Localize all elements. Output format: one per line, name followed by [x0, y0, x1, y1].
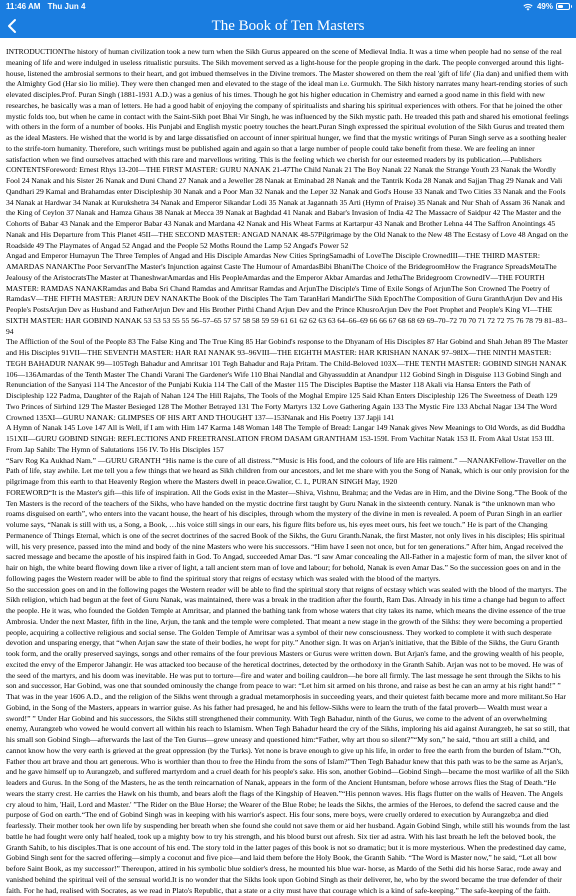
contents-continued-paragraph: Angad and Emperor Humayun The Three Temples of Angad and His Disciple Amardas New Cities SpringSamadhi of LoveThe Disciple CrownedIII—THE THIRD MASTER: AMARDAS NANAKThe Poor ServantThe Master's Injunction against Caste The Humour of AmardasBibi BhaniThe Choice of the BridegroomHow the Fragrance SpreadsMetaThe Jealousy of the AristocratsThe Master at ThaneshwarAmardas and His PeopleAmardas and the Emperor Akbar Amardas and JethaThe Bridegroom CrownedIV—THE FOURTH MASTER: RAMDAS NANAKRamdas and Baba Sri Chand Ramdas and Amritsar Ramdas and ArjunThe Disciple's Time of Exile Songs of ArjunThe Son Crowned The Poetry of RamdasV—THE FIFTH MASTER: ARJUN DEV NANAKThe Book of the Disciples The Tarn TaranHari MandirThe Sikh EpochThe Composition of Guru GranthArjun Dev and His People's PostsArjun Dev as Husband and FatherArjun Dev and His Brother Pirthi Chand Arjun Dev and the Prince KhusroArjun Dev the Poet Prophet and People's King VI—THE SIXTH MASTER: HAR GOBIND NANAK 53 53 53 55 55 56–57–65 57 57 58 58 59 59 61 61 62 62 63 63 64–66–69 66 66 67 68 68 69 69–70–72 70 70 71 72 72 75 76 78 79 81–83–94: [6, 251, 570, 337]
epigraph-paragraph: “Sarv Rog Ka Aukhad Nam.” —GURU GRANTH “His name is the cure of all distress.”“Music is His food, and the colours of life are His raiment.” —NANAKFellow-Traveller on the Path of life, stay awhile. Let me tell you a few things that we heard as Sikh children from our ancestors, and let me share with you the Song of Nanak, which is our only provision for the pilgrimage from this earth to that Heavenly Region where the Masters dwell in peace.Gwalior, C. I., PURAN SINGH May, 1920: [6, 456, 570, 488]
contents-sixth-to-tenth-paragraph: The Affliction of the Soul of the People 83 The False King and The True King 85 Har Gobind's response to the Dhyanam of His Disciples 87 Har Gobind and Shah Jehan 89 The Master and His Disciples 91VII—THE SEVENTH MASTER: HAR RAI NANAK 93–96VIII—THE EIGHTH MASTER: HAR KRISHAN NANAK 97–98IX—THE NINTH MASTER: TEGH BAHADUR NANAK 99—105Tegh Bahadur and Amritsar 101 Tegh Bahadur and Raja Pritam. The Child-Beloved 103X—THE TENTH MASTER: GOBIND SINGH NANAK 106—136Amardas of the Tenth Master The Chandi Varani The Gardener's Wife 110 Bhai Nandlal and Ghyassuddin at Anandpur 112 Gobind Singh in Disguise 113 Gobind Singh and Renunciation of the Sanyasi 114 The Ancestor of the Punjabi Kukia 114 The Call of the Master 115 The Disciples Baptise the Master 118 Akali via Hansa Enters the Path of Discipleship 122 Padma, Daughter of the Rajah of Nahan 124 The Hill Rajahs, The Tools of the Moghal Empire 125 Said Khan Enters Discipleship 126 The Sweetness of Death 129 Two Princes of Sirhind 129 The Master Besieged 128 The Mother Betrayed 131 The Forty Martyrs 132 Love Gathering Again 133 The Mystic Fire 133 Abchal Nagar 134 The Word Crowned 135XI—GURU NANAK: GLIMPSES OF HIS ART AND THOUGHT 137—153Nanak and His Poetry 137 Japji 141: [6, 337, 570, 423]
clock-time: 11:46 AM: [6, 2, 40, 11]
battery-level-fill: [558, 5, 563, 8]
page-title: The Book of Ten Masters: [0, 17, 576, 35]
battery-icon: [556, 3, 570, 10]
battery-percentage: 49%: [537, 2, 553, 11]
book-text-area[interactable]: [6, 47, 570, 763]
contents-hymns-paragraph: A Hymn of Nanak 145 Love 147 All is Well, if I am with Him 147 Karma 148 Woman 148 The Temple of Bread: Langar 149 Nanak gives New Meanings to Old Words, as did Buddha 151XII—GURU GOBIND SINGH: REFLECTIONS AND FREETRANSLATION FROM DASAM GRANTHAM 153-159I. From Vachitar Natak 153 II. From Akal Ustat 153 III. From Jap Sahib: The Hymn of Salutations 156 IV. To His Disciples 157: [6, 423, 570, 455]
status-bar: [0, 0, 576, 14]
introduction-paragraph: INTRODUCTIONThe history of human civilization took a new turn when the Sikh Gurus appeared on the scene of Medieval India. It was a time when people had no sense of the real meaning of life and were indulged in useless ritualistic pursuits. The Sikh movement served as a light-house for the people groping in the dark. The people converged around this light-house, listened the ambrosial sermons to their heart, and got imbued themselves in the Divine tremors. The Master showered on them the real 'gift of life' (Jia dan) and unified them with the Almighty God (Har sio lio milie). They were then changed men and elevated to the stage of the ideal man i.e. Gurmukh. The Sikh history narrates many heart-rending stories of such elevated disciples.Prof. Puran Singh (1881-1931 A.D.) was a genius of his times. Though he got his higher education in Chemistry and earned a good name in this field with new researches, he basically was a man of letters. He had a good habit of enjoying the company of spiritualists and sharing his spiritual experiences with others. For that he joined the other mystic folds too, but when he came in contact with the Saint-Sikh poet Bhai Vir Singh, he was influenced by the Sikh mystic path. He treaded this path and shared his emotional feelings with others in the form of a number of books. His Punjabi and English mystic poetry touches the heart.Puran Singh expressed the spiritual evolution of the Sikh Gurus and treated them as the ideal Masters. He wished that the world is by and large dissatisfied on account of inner spiritual hunger, we find that the mystic writings of Puran Singh serve as a soothing healer to the strife-torn humanity. Therefore, such writings must be published again and again so that a large number of people could take benefit from these. We are feeling an inner satisfaction when we find ourselves attached with this rare and marvellous writing. This is the feeling which we cherish for our esteemed readers by its publication.—Publishers: [6, 47, 570, 165]
navigation-bar: [0, 14, 576, 38]
wifi-icon: [523, 3, 533, 11]
foreword-paragraph: FOREWORD“It is the Master's gift—this life of inspiration. All the Gods exist in the Master—Shiva, Vishnu, Brahma; and the Vedas are in Him, and the Divine Song.”The Book of the Ten Masters is the record of the teachers of the Sikhs, who have handed on the mystic doctrine first taught by Guru Nanak in the sixteenth century. Nanak is “the unknown man who roams disguised on earth”, who enters into the vacant house, the heart of his disciples, through whom the mystery of the divine in men is revealed. A poem of Puran Singh in an earlier volume says, “Nanak is still with us, a Song, a Book, …his voice still sings in our ears, his figure flits before us, his eyes meet ours, his feet we touch.” He is part of the Changing Permanence of Things Eternal, which is one of the secret doctrines of the sacred Book of the Sikhs, the Guru Granth.Nanak, the first Master, not only lives in his disciples; His spiritual will, his very presence, passed into the mind and body of the nine Masters who were his successors. “Him have I seen not once, but for ten generations.” After him, Angad received the sacred message and became the apostle of his inspired faith in God. To Angad, succeeded Amar Das. “I saw Amar concealing the All-Father in a majestic form of man, the silver knot of hair on high, the white beard flowing down like a river of light, a tall ancient stern man of love and labour; for behold, Nanak is even Amar Das.” So the succession goes on and in the following pages the Western reader will be able to find the spiritual story that reigns of ecstasy which was sealed with the blood of the martyrs.: [6, 488, 570, 585]
status-left: [6, 2, 90, 11]
clock-date: Thu Jun 4: [48, 2, 86, 11]
status-right: [523, 2, 570, 11]
contents-paragraph: CONTENTSForeword: Ernest Rhys 13-20I—THE FIRST MASTER: GURU NANAK 21-47The Child Nanak 21 The Boy Nanak 22 Nanak the Strange Youth 23 Nanak the Wordly Fool 24 Nanak and his Sister 26 Nanak and Duni Chand 27 Nanak and a Jeweller 28 Nanak at Eminabad 28 Nanak and the Tantrik Koda 28 Nanak and Sajjan Thag 29 Nanak and Vali Qandhari 29 Kamal and Brahamdas enter Discipleship 30 Nanak and a Poor Man 32 Nanak and the Leper 32 Nanak and God's House 33 Nanak and Two Cities 33 Nanak and the Fools 34 Nanak at Hardwar 34 Nanak at Kurukshetra 34 Nanak and Emperor Sikandar Lodi 35 Nanak at Jagannath 35 Arti (Hymn of Praise) 35 Nanak and Nur Shah of Assam 36 Nanak and the King of Ceylon 37 Nanak and Hamza Ghaus 38 Nanak at Mecca 39 Nanak at Baghdad 41 Nanak and Babar's Invasion of India 42 The Massacre of Saidpur 42 The Master and the Cohorts of Babar 43 Nanak and the Emperor Babar 43 Nanak and Mardana 42 Nanak and His Wheat Farms at Kartarpur 43 Nanak and Brother Lehna 44 The Saffron Anointings 45 Nanak and His Departure from This Planet 45II—THE SECOND MASTER: ANGAD NANAK 48-57Pilgrimage by the Old Nanak to the New 48 The Ecstasy of Love 48 Angad on the Roadside 49 The Playmates of Angad 52 Angad and the People 52 Moths Round the Lamp 52 Angad's Power 52: [6, 165, 570, 251]
foreword-continued-paragraph: So the succession goes on and in the following pages the Western reader will be able to find the spiritual story that reigns of ecstasy which was sealed with the blood of the martyrs. The Sikh religion, which had begun at the feet of Guru Nanak, was maintained, there was a break in the tradition after the fourth, Ram Das. Already in his time a change had begun to affect the people. He it was, who founded the Golden Temple at Amritsar, and planned the bathing tank from whose waters that city takes its name, which means the divine essence of the true Ambrosia. Under the next Master, fifth in the line, Arjun, the tank and the temple were completed. That meant a new stage in the growth of the Sikhs: they were becoming a propertied people, acquiring a collective religious and social sense. The Golden Temple of Amritsar was a symbol of their new consciousness. They worked to complete it with such desperate devotion and unsparing energy, that “when Arjan saw the state of their bodies, he wept for pity.” Another sign. It was on Arjan's initiative, that the Bible of the Sikhs, the Guru Granth took form, and the orally preserved sayings, songs and other remains of the four previous Masters or Gurus were written down. But Arjan's fame, and the growing wealth of his people, excited the envy of the Emperor Jahangir. He was attacked too because of the heretical doctrines, detected by the orthodoxy in the Granth Sahib. Arjan was not to be moved. He was of the seed of the martyrs, and his doom was inevitable. He was put to torture—fire and water and boiling cauldron—he bore all firmly. The last message he sent through the Sikhs to his son and successor, Har Gobind, was one that sounded ominously the change from peace to war: “Let him sit armed on his throne, and raise as best he can an army at his right hand!” ” That was in the year 1606 A.D., and the religion of the Sikhs went through a gradual metamorphosis in succeeding years, and their quietest faith became more and more militant.So Har Gobind, in the Song of the Masters, appears in warrior guise. As his father had presaged, he and his fellow-Sikhs were to learn the truth of the fatal proverb— Wealth must wear a sword!” ” Under Har Gobind and his successors, the Sikhs still strengthened their community. With Tegh Bahadur, ninth of the Gurus, we come to the advent of an overwhelming enemy, Aurangzeb who vowed he would convert all within his reach to Islamism. When Tegh Bahadur heard the cry of the Sikhs, imploring his aid against Aurangzeb, he sat so still, that his small son Gobind Singh—afterwards the last of the Ten Gurus—grew uneasy and questioned him:“Father, why art thou so silent?”“My son,” he said, “thou art still a child, and cannot know how the very earth is grieved at the great oppression (by the Turks). Yet none is brave enough to give up his life, in order to free the earth from the burden of Islam.”“Oh, Father thou art brave and thou art generous. Who is worthier than thou to free the Hindu from the sons of Islam?”Then Tegh Bahadur knew that this path was to be the same as Arjan's, and he gave himself up to Aurangzeb, and suffered martyrdom and a cruel death for his people's sake. His son, another Gobind—Gobind Singh—became the most warlike of all the Sikh leaders and Gurus. In the Song of the Masters, he as the tenth reincarnation of Nanak, appears in the form of the Ancient Huntsman, before whose arrows flies the Stag of Death.“He wears the starry crest. He carries the Hawk on his thumb, and bears aloft the flags of the Kingship of Heaven.”“His pennon waves. His flags flutter on the walls of Heaven. The Angels cry aloud to him, 'Hail, Lord and Master.' ”The Rider on the Blue Horse; the Wearer of the Blue Robe; he leads the Sikhs, the armies of the Heroes, to defend the sacred cause and the purpose of God on earth.“The end of Gobind Singh was in keeping with his warrior's aspect. His four sons, mere boys, were cruelly ordered to execution by Aurangzeb;a and died fearlessly. Their mother took her own life by suspending her breath when she found she could not save them or aid her husband. Again Gobind Singh, while still his wounds from the last battle he had fought were only half healed, took up a mighty bow to try his strength, and his blood burst out afresh. Six tier ad astra. With his last breath he left the beloved book, the Granth Sahib, to his disciples.That is one account of his end. The story told in the latter pages of this book is not so dramatic; but it is more mysterious. When the predestined day came, Gobind Singh sent for the sacred offering—simply a coconut and five pice—and laid them before the Holy Book, the Granth Sahib. “The Word is Master now,” he said, “Let all bow before Saint Book, as my successor!” Thereupon, attired in his symbolic blue soldier's dress, he mounted his blue war- horse, as Mardo of the Sethi did his horse Sarac, rode away and vanished behind the spiritual veil of the sensual world.It is no wonder that the Sikhs look upon Gobind Singh as their deliverer, he, who by the sword became the true defender of their faith. For he had, realised with Socrates, as we read in Plato's Republic, that a state or a city must have that courage which is a kind of safe-keeping.” The safe-keeping of the faith.: [6, 585, 570, 896]
